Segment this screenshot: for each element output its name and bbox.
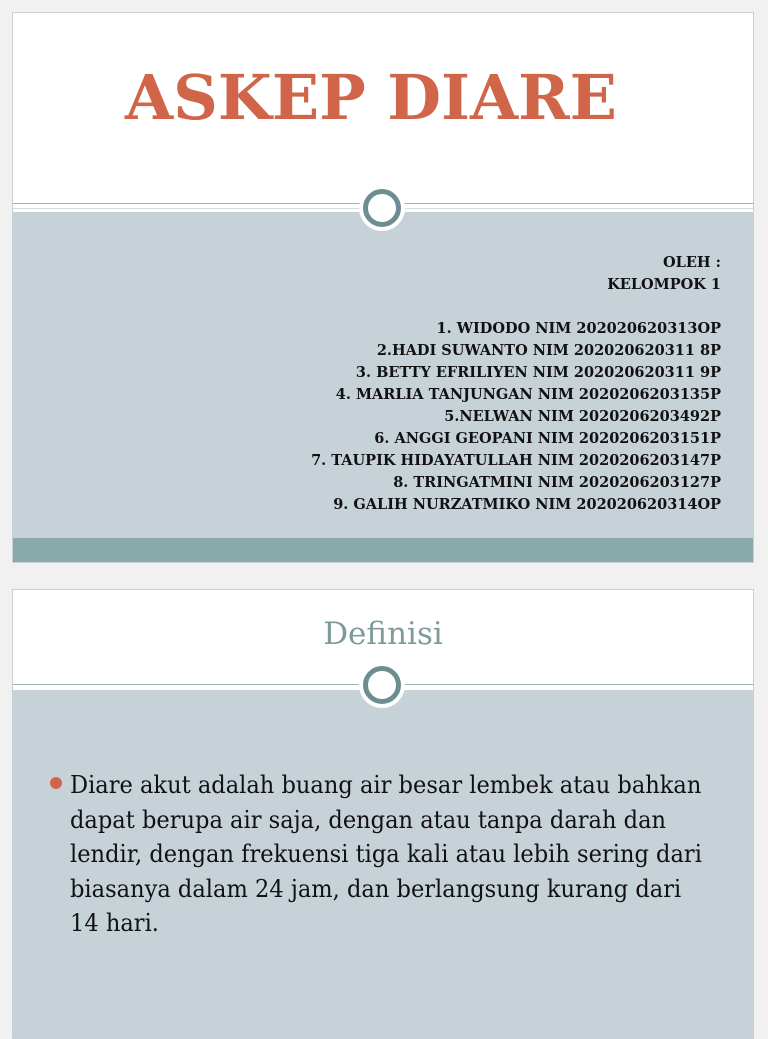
title-area <box>13 13 753 208</box>
member-item: 6. ANGGI GEOPANI NIM 2020206203151P <box>374 430 721 447</box>
slide-title: Definisi <box>323 616 443 652</box>
bullet-item <box>50 768 710 941</box>
member-item: 7. TAUPIK HIDAYATULLAH NIM 2020206203147P <box>311 452 721 469</box>
member-item: 1. WIDODO NIM 202020620313OP <box>436 320 721 337</box>
main-title: ASKEP DIARE <box>125 61 617 134</box>
member-item: 2.HADI SUWANTO NIM 202020620311 8P <box>376 342 721 359</box>
kelompok-label: KELOMPOK 1 <box>607 276 721 293</box>
title-slide <box>12 12 754 563</box>
member-item: 9. GALIH NURZATMIKO NIM 202020620314OP <box>333 496 721 513</box>
circle-ornament-icon <box>363 189 401 227</box>
footer-band <box>13 538 753 563</box>
author-block <box>311 252 721 516</box>
member-item: 3. BETTY EFRILIYEN NIM 202020620311 9P <box>355 364 721 381</box>
bullet-text: Diare akut adalah buang air besar lembek atau bahkan dapat berupa air saja, dengan atau tanpa darah dan lendir, dengan frekuensi tiga kali atau lebih sering dari biasanya dalam 24 jam, dan berlangsung kurang dari 14 hari. <box>70 770 702 937</box>
oleh-label: OLEH : <box>663 254 721 271</box>
member-item: 8. TRINGATMINI NIM 2020206203127P <box>393 474 721 491</box>
bullet-dot-icon <box>50 777 62 789</box>
definition-slide <box>12 589 754 1039</box>
circle-ornament-icon <box>363 666 401 704</box>
member-item: 5.NELWAN NIM 2020206203492P <box>444 408 721 425</box>
member-item: 4. MARLIA TANJUNGAN NIM 2020206203135P <box>335 386 721 403</box>
